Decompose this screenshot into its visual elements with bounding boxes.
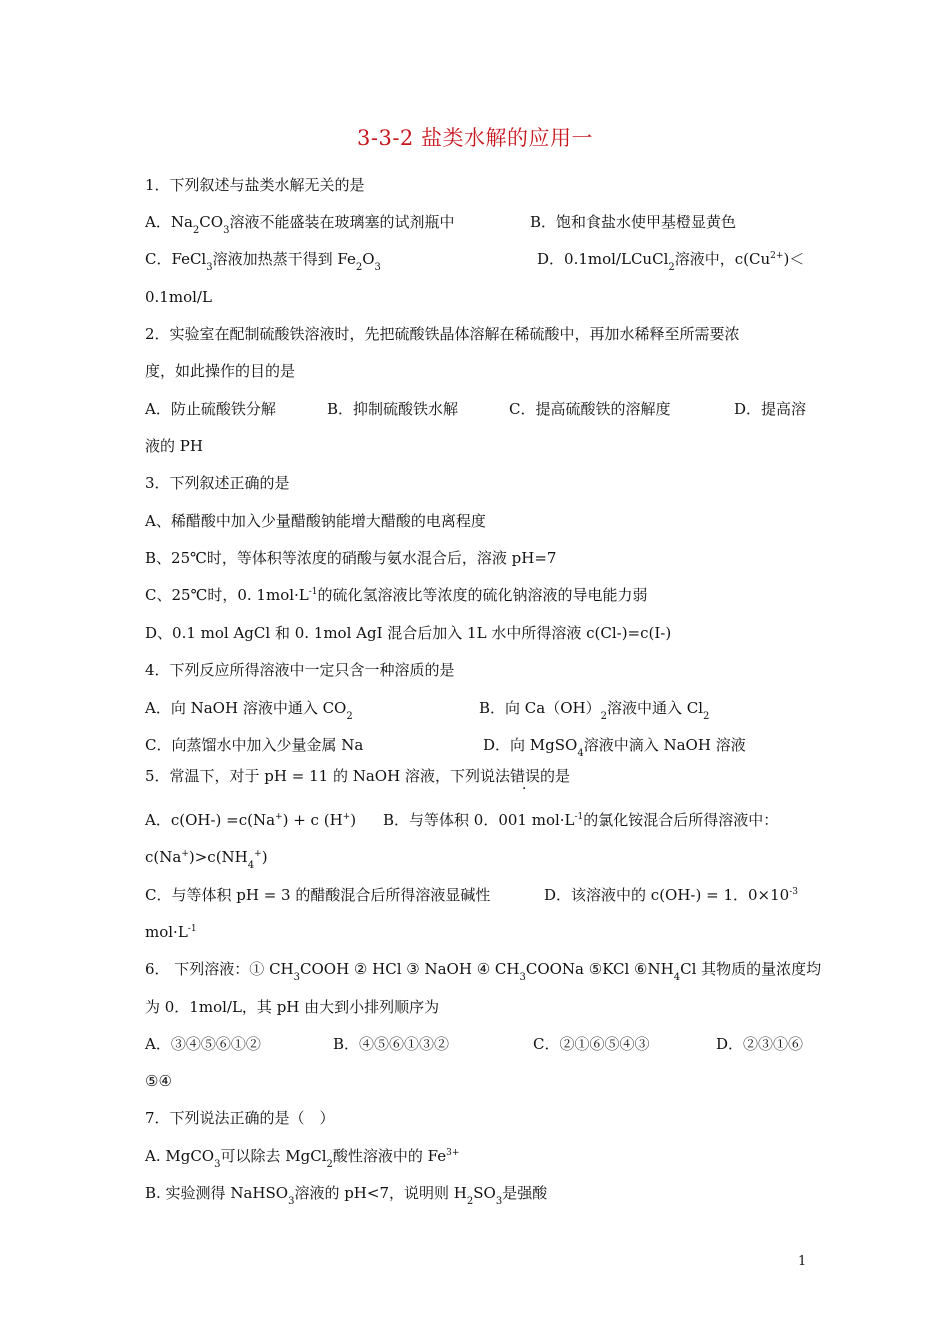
q7-stem: 7．下列说法正确的是（ ）	[145, 1109, 335, 1127]
q5-option-d: D．该溶液中的 c(OH-) = 1．$0\times 10^{-3}$	[544, 886, 798, 904]
q4-option-c: C．向蒸馏水中加入少量金属 Na	[145, 736, 364, 754]
q3-stem: 3．下列叙述正确的是	[145, 474, 290, 492]
q1-option-a: A．$Na_2CO_3$溶液不能盛装在玻璃塞的试剂瓶中	[145, 213, 455, 236]
q5-option-b: B．与等体积 0．001 $mol\cdot L^{-1}$的氯化铵混合后所得溶液中：	[383, 811, 779, 829]
q2-option-a: A．防止硫酸铁分解	[145, 400, 276, 418]
q5-stem: 5．常温下，对于 pH = 11 的 NaOH 溶液，下列说法错误的是	[145, 767, 570, 785]
q3-option-a: A、稀醋酸中加入少量醋酸钠能增大醋酸的电离程度	[145, 512, 486, 530]
q3-option-c: C、25℃时，0. $1mol\cdot L^{-1}$的硫化氢溶液比等浓度的硫化钠溶液的导电能力弱	[145, 586, 648, 604]
q2-option-b: B．抑制硫酸铁水解	[327, 400, 459, 418]
q6-stem-line1: 6． 下列溶液：① $CH_3COOH$ ② HCl ③ NaOH ④ $CH_3COONa$ ⑤KCl $⑥NH_4Cl$ 其物质的量浓度均	[145, 960, 822, 983]
q2-stem-line2: 度，如此操作的目的是	[145, 362, 296, 380]
q3-option-d: D、0.1 mol AgCl 和 0. 1mol AgI 混合后加入 1L 水中所得溶液 c(Cl-)=c(I-)	[145, 624, 672, 642]
q1-option-d: D．0.1mol/LCuCl$_2$溶液中，$c(Cu^{2+})<$	[537, 250, 805, 273]
q7-option-b: B. 实验测得 NaHSO$_3$溶液的 pH<7，说明则 $H_2SO_3$是强酸	[145, 1184, 548, 1207]
q4-option-a: A．向 NaOH 溶液中通入 $CO_2$	[145, 699, 353, 722]
q7-option-a: A. MgCO$_3$可以除去 MgCl$_2$酸性溶液中的 $Fe^{3+}$	[145, 1147, 460, 1170]
q5-option-d-cont: $mol\cdot L^{-1}$	[145, 923, 197, 941]
q6-option-b: B．④⑤⑥①③②	[333, 1035, 450, 1053]
q2-option-d: D．提高溶	[734, 400, 807, 418]
q2-stem-line1: 2．实验室在配制硫酸铁溶液时，先把硫酸铁晶体溶解在稀硫酸中，再加水稀释至所需要浓	[145, 325, 740, 343]
q6-stem-line2: 为 0．1mol/L，其 pH 由大到小排列顺序为	[145, 998, 440, 1016]
q4-stem: 4．下列反应所得溶液中一定只含一种溶质的是	[145, 661, 455, 679]
q1-stem: 1．下列叙述与盐类水解无关的是	[145, 176, 365, 194]
q6-option-a: A．③④⑤⑥①②	[145, 1035, 261, 1053]
page-number: 1	[798, 1254, 807, 1269]
q1-option-d-cont: 0.1mol/L	[145, 288, 212, 306]
page-title: 3-3-2 盐类水解的应用一	[357, 126, 593, 150]
q2-option-d-cont: 液的 PH	[145, 437, 203, 455]
q6-option-c: C．②①⑥⑤④③	[533, 1035, 650, 1053]
q1-option-c: C．FeCl$_3$溶液加热蒸干得到 $Fe_2O_3$	[145, 250, 381, 273]
q5-option-c: C．与等体积 pH = 3 的醋酸混合后所得溶液显碱性	[145, 886, 491, 904]
q5-option-b-cont: $c(Na^+)>c(NH_4^+)$	[145, 848, 268, 871]
q2-option-c: C．提高硫酸铁的溶解度	[509, 400, 671, 418]
q4-option-b: B．向 $Ca(OH)_2$溶液中通入 $Cl_2$	[479, 699, 710, 722]
q6-option-d: D．②③①⑥	[716, 1035, 804, 1053]
q1-option-b: B．饱和食盐水使甲基橙显黄色	[530, 213, 737, 231]
q4-option-d: D．向 MgSO$_4$溶液中滴入 NaOH 溶液	[483, 736, 746, 759]
q5-option-a: A．c(OH-) =c(Na+) + c (H+)	[145, 811, 357, 829]
q6-option-d-cont: ⑤④	[145, 1072, 172, 1090]
q3-option-b: B、25℃时，等体积等浓度的硝酸与氨水混合后，溶液 pH=7	[145, 549, 557, 567]
